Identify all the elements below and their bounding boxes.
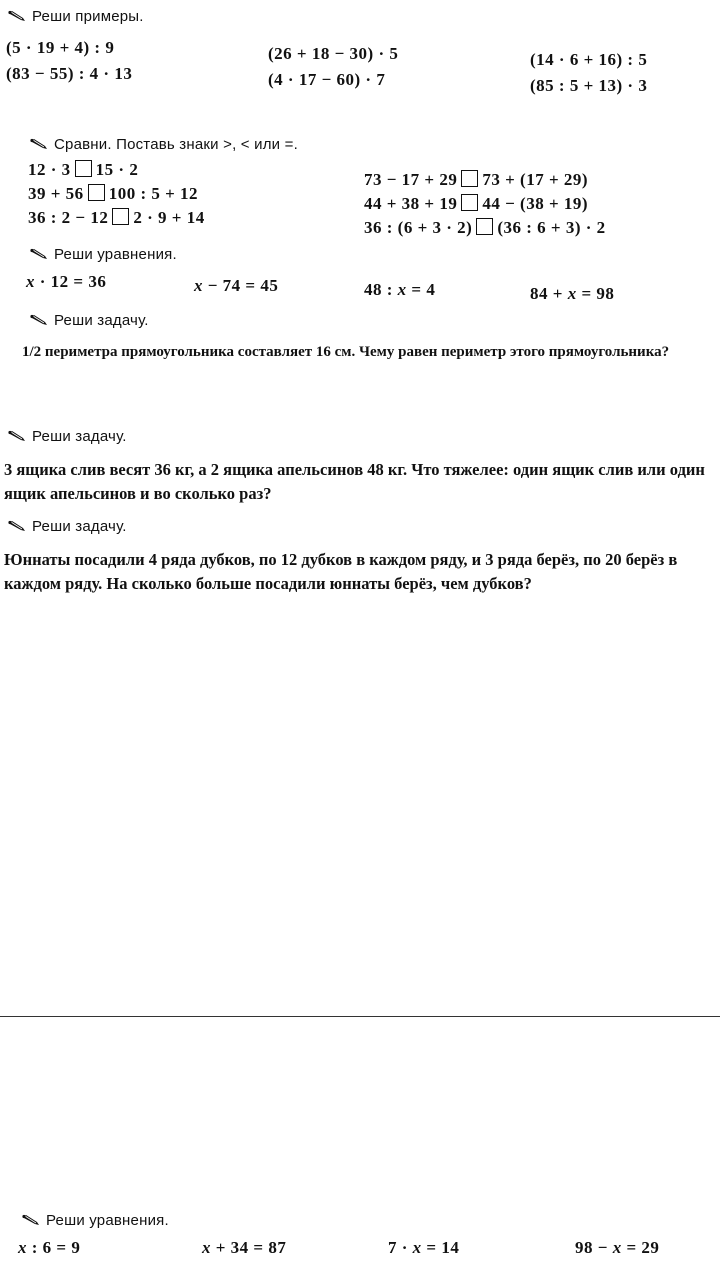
- equation-7: 7 · x = 14: [388, 1238, 460, 1257]
- answer-box[interactable]: [112, 208, 129, 225]
- example-3: (26 + 18 − 30) · 5: [268, 44, 399, 63]
- compare-right-3: 36 : (6 + 3 · 2) (36 : 6 + 3) · 2: [364, 218, 606, 237]
- answer-box[interactable]: [476, 218, 493, 235]
- equation-1: x · 12 = 36: [26, 272, 107, 291]
- header-text: Реши задачу.: [32, 428, 127, 445]
- compare-left-1: 12 · 3 15 · 2: [28, 160, 139, 179]
- example-6: (85 : 5 + 13) · 3: [530, 76, 648, 95]
- answer-box[interactable]: [88, 184, 105, 201]
- section-header-equations: [30, 246, 177, 263]
- header-text: Реши примеры.: [32, 8, 144, 25]
- equation-8: 98 − x = 29: [575, 1238, 660, 1257]
- header-text: Сравни. Поставь знаки >, < или =.: [54, 136, 298, 153]
- pencil-icon: [30, 314, 48, 326]
- section-header-task-2: [8, 428, 127, 445]
- task-1-text: 1/2 периметра прямоугольника составляет 16 см. Чему равен периметр этого прямоугольника?: [22, 344, 670, 360]
- equation-6: x + 34 = 87: [202, 1238, 287, 1257]
- pencil-icon: [22, 1214, 40, 1226]
- compare-left-3: 36 : 2 − 12 2 · 9 + 14: [28, 208, 205, 227]
- header-text: Реши задачу.: [54, 312, 149, 329]
- section-header-examples: [8, 8, 144, 25]
- pencil-icon: [30, 248, 48, 260]
- header-text: Реши задачу.: [32, 518, 127, 535]
- answer-box[interactable]: [461, 194, 478, 211]
- compare-right-2: 44 + 38 + 19 44 − (38 + 19): [364, 194, 589, 213]
- section-header-equations-2: [22, 1212, 169, 1229]
- equation-4: 84 + x = 98: [530, 284, 615, 303]
- equation-5: x : 6 = 9: [18, 1238, 81, 1257]
- section-header-task-1: [30, 312, 149, 329]
- example-2: (83 − 55) : 4 · 13: [6, 64, 133, 83]
- pencil-icon: [8, 10, 26, 22]
- equation-3: 48 : x = 4: [364, 280, 436, 299]
- task-3-text: Юннаты посадили 4 ряда дубков, по 12 дубков в каждом ряду, и 3 ряда берёз, по 20 берёз в каждом ряду. На сколько больше посадили юннаты берёз, чем дубков?: [4, 550, 678, 593]
- answer-box[interactable]: [75, 160, 92, 177]
- section-header-compare: [30, 136, 298, 153]
- compare-right-1: 73 − 17 + 29 73 + (17 + 29): [364, 170, 589, 189]
- compare-left-2: 39 + 56 100 : 5 + 12: [28, 184, 199, 203]
- header-text: Реши уравнения.: [54, 246, 177, 263]
- answer-box[interactable]: [461, 170, 478, 187]
- equation-2: x − 74 = 45: [194, 276, 279, 295]
- pencil-icon: [8, 430, 26, 442]
- section-header-task-3: [8, 518, 127, 535]
- pencil-icon: [8, 520, 26, 532]
- pencil-icon: [30, 138, 48, 150]
- example-4: (4 · 17 − 60) · 7: [268, 70, 386, 89]
- example-5: (14 · 6 + 16) : 5: [530, 50, 648, 69]
- header-text: Реши уравнения.: [46, 1212, 169, 1229]
- example-1: (5 · 19 + 4) : 9: [6, 38, 115, 57]
- divider-line: [0, 1016, 720, 1017]
- task-2-text: 3 ящика слив весят 36 кг, а 2 ящика апельсинов 48 кг. Что тяжелее: один ящик слив или один ящик апельсинов и во сколько раз?: [4, 460, 705, 503]
